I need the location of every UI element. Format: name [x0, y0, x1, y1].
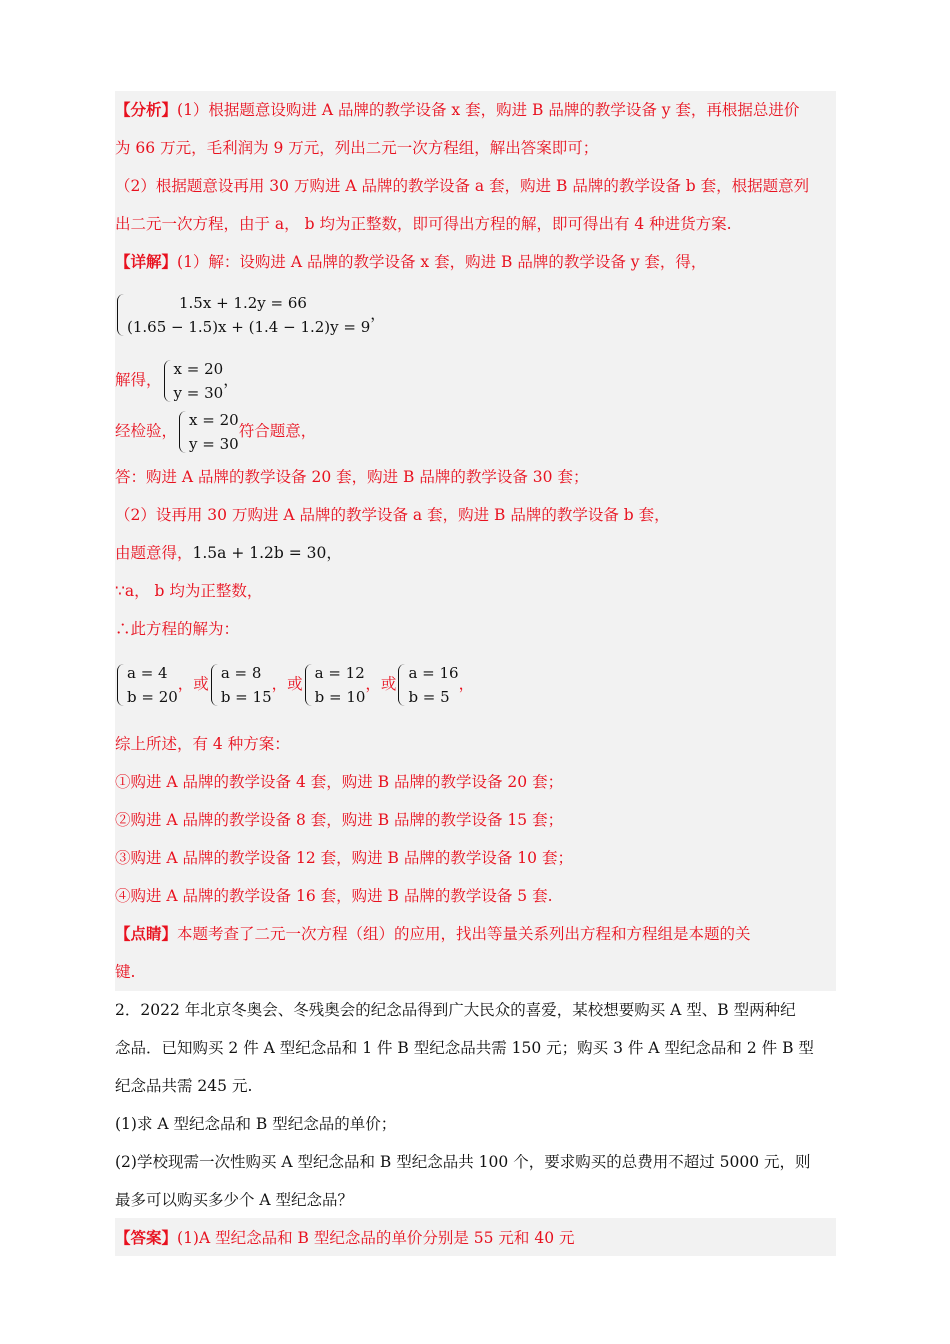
analysis-line-3: （2）根据题意设再用 30 万购进 A 品牌的教学设备 a 套，购进 B 品牌的教学设备 b 套，根据题意列 [115, 177, 810, 195]
problem2-line-3: 纪念品共需 245 元. [115, 1077, 253, 1095]
problem2-line-1: 2．2022 年北京冬奥会、冬残奥会的纪念品得到广大民众的喜爱，某校想要购买 A 型、B 型两种纪 [115, 1001, 796, 1019]
solution-block [115, 91, 836, 991]
problem2-line-2: 念品．已知购买 2 件 A 型纪念品和 1 件 B 型纪念品共需 150 元；购买 3 件 A 型纪念品和 2 件 B 型 [115, 1039, 814, 1057]
system-eq-1: 1.5x + 1.2y = 66 [179, 294, 307, 312]
part2-line-4: ∴此方程的解为： [115, 620, 240, 638]
answer-block [115, 1218, 836, 1256]
plan-1: ①购进 A 品牌的教学设备 4 套，购进 B 品牌的教学设备 20 套； [115, 773, 564, 791]
system-eq-2: (1.65 − 1.5)x + (1.4 − 1.2)y = 9 [127, 318, 371, 336]
solution-pair-2: a = 8 b = 15 [209, 661, 272, 709]
part2-line-1: （2）设再用 30 万购进 A 品牌的教学设备 a 套，购进 B 品牌的教学设备 b 套， [115, 506, 670, 524]
system-brace [115, 291, 370, 339]
solution-system: x = 20 y = 30 [162, 357, 224, 405]
problem2-question-2-line-2: 最多可以购买多少个 A 型纪念品？ [115, 1191, 354, 1209]
comment-line-1: 【点睛】本题考查了二元一次方程（组）的应用，找出等量关系列出方程和方程组是本题的关 [115, 924, 751, 943]
answer-line-1: 答：购进 A 品牌的教学设备 20 套，购进 B 品牌的教学设备 30 套； [115, 468, 589, 486]
analysis-line-4: 出二元一次方程，由于 a， b 均为正整数，即可得出方程的解，即可得出有 4 种进货方案. [115, 215, 732, 233]
detail-line-1: 【详解】(1）解：设购进 A 品牌的教学设备 x 套，购进 B 品牌的教学设备 y 套，得， [115, 252, 707, 271]
problem2-question-1: (1)求 A 型纪念品和 B 型纪念品的单价； [115, 1115, 397, 1133]
equation-system-1: 1.5x + 1.2y = 66 (1.65 − 1.5)x + (1.4 − 1.2)y = 9 ， [115, 291, 386, 339]
check-system: x = 20 y = 30 [177, 408, 239, 456]
solution-pair-4: a = 16 b = 5 [396, 661, 458, 709]
answer-tag: 【答案】 [115, 1228, 178, 1247]
plan-3: ③购进 A 品牌的教学设备 12 套，购进 B 品牌的教学设备 10 套； [115, 849, 573, 867]
answer-line: 【答案】(1)A 型纪念品和 B 型纪念品的单价分别是 55 元和 40 元 [115, 1228, 575, 1247]
comment-line-2: 键. [115, 963, 136, 981]
plan-2: ②购进 A 品牌的教学设备 8 套，购进 B 品牌的教学设备 15 套； [115, 811, 564, 829]
part2-line-3: ∵a， b 均为正整数， [115, 582, 263, 600]
analysis-line-1: 【分析】(1）根据题意设购进 A 品牌的教学设备 x 套，购进 B 品牌的教学设备 y 套，再根据总进价 [115, 100, 800, 119]
solve-line: 解得， x = 20 y = 30 ， [115, 357, 239, 405]
equation-part2: 1.5a + 1.2b = 30 [192, 544, 327, 562]
check-line: 经检验， x = 20 y = 30 符合题意， [115, 408, 316, 456]
solutions-line: a = 4 b = 20 ，或 a = 8 b = 15 ，或 a = 12 b = 10 ，或 a = 16 b = 5 ， [115, 661, 474, 709]
summary-line: 综上所述，有 4 种方案： [115, 735, 290, 753]
analysis-tag: 【分析】 [115, 100, 178, 119]
solution-pair-3: a = 12 b = 10 [303, 661, 366, 709]
plan-4: ④购进 A 品牌的教学设备 16 套，购进 B 品牌的教学设备 5 套. [115, 887, 553, 905]
problem2-question-2-line-1: (2)学校现需一次性购买 A 型纪念品和 B 型纪念品共 100 个，要求购买的总费用不超过 5000 元，则 [115, 1153, 811, 1171]
comment-tag: 【点睛】 [115, 924, 178, 943]
detail-tag: 【详解】 [115, 252, 178, 271]
part2-line-2: 由题意得，1.5a + 1.2b = 30， [115, 544, 342, 562]
analysis-line-2: 为 66 万元，毛利润为 9 万元，列出二元一次方程组，解出答案即可； [115, 139, 599, 157]
solution-pair-1: a = 4 b = 20 [115, 661, 178, 709]
